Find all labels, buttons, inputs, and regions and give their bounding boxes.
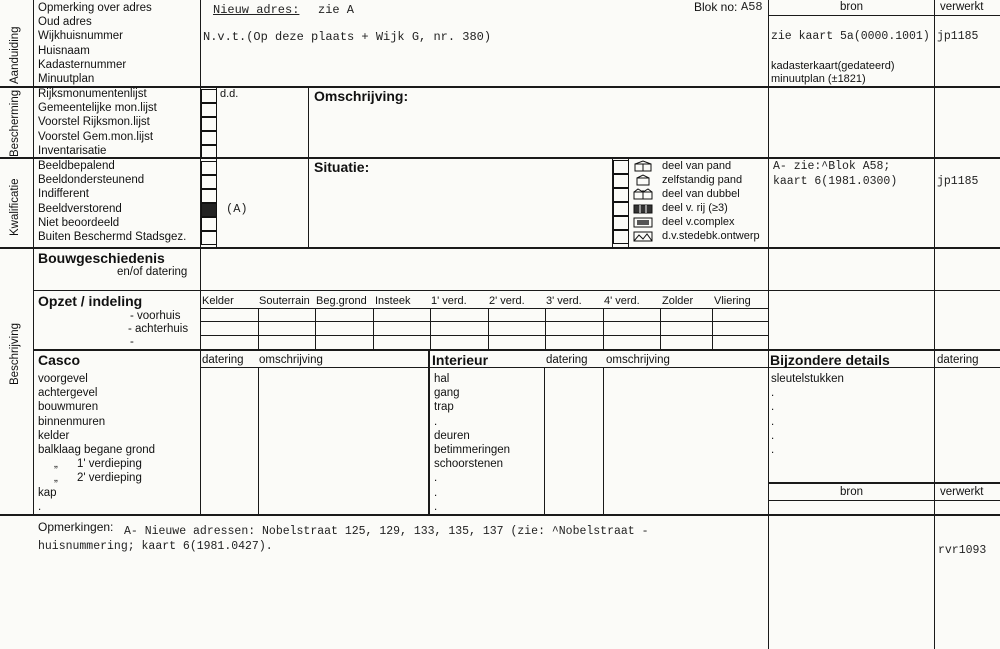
list-item: .	[771, 387, 775, 400]
opzet-row-achterhuis: - achterhuis	[128, 323, 189, 335]
list-item: Huisnaam	[38, 44, 90, 57]
bron-column-divider	[768, 0, 769, 649]
list-item: Indifferent	[38, 188, 89, 201]
casco-omschrijving-header: omschrijving	[259, 354, 323, 366]
list-item: betimmeringen	[434, 443, 511, 456]
list-item: Voorstel Rijksmon.lijst	[38, 116, 150, 129]
opzet-grid-v	[712, 308, 713, 349]
checkbox[interactable]	[613, 216, 629, 230]
list-item: deel v.complex	[662, 216, 735, 228]
list-item: Gemeentelijke mon.lijst	[38, 102, 157, 115]
block-label: Blok no:	[694, 0, 738, 14]
opzet-grid-h1	[200, 308, 768, 309]
opzet-grid-v	[660, 308, 661, 349]
floor-header: 4' verd.	[604, 295, 640, 307]
omschrijving-divider	[308, 86, 309, 157]
opzet-grid-h3	[200, 335, 768, 336]
opzet-grid-v	[430, 308, 431, 349]
floor-header: 1' verd.	[431, 295, 467, 307]
list-item: hal	[434, 373, 450, 385]
label-column-divider	[200, 0, 201, 515]
list-item: .	[771, 443, 775, 456]
verwerkt-column-divider	[934, 0, 935, 649]
opzet-grid-v	[373, 308, 374, 349]
list-item: deel van dubbel	[662, 188, 740, 200]
casco-datering-divider	[258, 367, 259, 515]
opzet-grid-v	[545, 308, 546, 349]
list-item: kelder	[38, 429, 70, 442]
list-item: Inventarisatie	[38, 144, 107, 157]
new-address-value: zie A	[318, 3, 355, 17]
bijzondere-label: Bijzondere details	[770, 352, 890, 368]
opzet-grid-v	[488, 308, 489, 349]
interieur-datering-header: datering	[546, 354, 588, 366]
kwalificatie-mark: (A)	[226, 202, 248, 216]
row-house-icon	[633, 202, 653, 214]
list-item: .	[771, 415, 775, 428]
row-divider-kwalificatie	[0, 247, 1000, 249]
urban-design-icon	[633, 230, 653, 242]
bescherming-list	[38, 88, 157, 159]
checkbox[interactable]	[201, 89, 217, 103]
opzet-row-voorhuis: - voorhuis	[130, 310, 181, 322]
list-item: Oud adres	[38, 16, 92, 29]
list-item: .	[771, 401, 775, 414]
section-beschrijving: Beschrijving	[9, 323, 21, 385]
bijz-verwerkt-header: verwerkt	[940, 486, 984, 498]
list-item: „ 1' verdieping	[54, 458, 142, 471]
list-item: .	[434, 500, 438, 513]
list-item: Beeldondersteunend	[38, 174, 145, 187]
standalone-building-icon	[633, 174, 653, 186]
complex-icon	[633, 216, 653, 228]
aanduiding-verwerkt: jp1185	[937, 30, 979, 43]
checkbox[interactable]	[201, 131, 217, 145]
casco-list	[38, 373, 155, 515]
interieur-label: Interieur	[432, 352, 489, 368]
aanduiding-bron-2: kadasterkaart(gedateerd)	[771, 60, 895, 72]
list-item: Minuutplan	[38, 72, 95, 85]
opmerkingen-label: Opmerkingen:	[38, 520, 114, 534]
checkbox[interactable]	[613, 160, 629, 174]
casco-datering-header: datering	[202, 354, 244, 366]
checkbox[interactable]	[201, 175, 217, 189]
bijz-datering-header: datering	[937, 354, 979, 366]
list-item: Beeldverstorend	[38, 202, 122, 215]
opmerkingen-verwerkt: rvr1093	[938, 544, 987, 557]
row-divider-opzet	[33, 349, 1000, 351]
list-item: deel v. rij (≥3)	[662, 202, 728, 214]
list-item: Wijkhuisnummer	[38, 30, 123, 43]
section-column-divider	[33, 0, 34, 515]
floor-header: 3' verd.	[546, 295, 582, 307]
casco-label: Casco	[38, 352, 81, 368]
checkbox[interactable]	[201, 189, 217, 203]
opzet-grid-h2	[200, 321, 768, 322]
floor-header: Insteek	[375, 295, 411, 307]
list-item: sleutelstukken	[771, 373, 844, 385]
list-item: Rijksmonumentenlijst	[38, 88, 147, 100]
part-of-building-icon	[633, 160, 653, 172]
opzet-grid-v	[258, 308, 259, 349]
interieur-datering-divider	[603, 367, 604, 515]
checkbox[interactable]	[201, 145, 217, 159]
list-item: balklaag begane grond	[38, 443, 156, 456]
opzet-row-empty: -	[130, 336, 134, 348]
checkbox[interactable]	[613, 174, 629, 188]
bijz-bron-header: bron	[840, 486, 864, 498]
opzet-label: Opzet / indeling	[38, 293, 143, 309]
list-item: achtergevel	[38, 387, 98, 400]
checkbox[interactable]	[201, 161, 217, 175]
floor-header: 2' verd.	[489, 295, 525, 307]
floor-header: Zolder	[662, 295, 694, 307]
row-divider-bouwgeschiedenis	[33, 290, 1000, 291]
header-underline	[768, 15, 1000, 16]
datering-sublabel: en/of datering	[117, 266, 188, 278]
floor-header: Kelder	[202, 295, 234, 307]
interieur-list	[434, 373, 510, 515]
section-kwalificatie: Kwalificatie	[9, 178, 21, 236]
list-item: Kadasternummer	[38, 58, 127, 71]
bijz-bron-underline	[768, 500, 1000, 501]
list-item: kap	[38, 486, 57, 499]
verwerkt-header: verwerkt	[940, 1, 984, 13]
situatie-label: Situatie:	[314, 159, 370, 175]
floor-header: Vliering	[714, 295, 751, 307]
list-item: „ 2' verdieping	[54, 472, 142, 485]
list-item: .	[771, 429, 775, 442]
new-address-label: Nieuw adres:	[213, 3, 300, 17]
nvt-text: N.v.t.(Op deze plaats + Wijk G, nr. 380)	[203, 30, 492, 44]
list-item: Beeldbepalend	[38, 160, 115, 172]
checkbox[interactable]	[201, 117, 217, 131]
omschrijving-label: Omschrijving:	[314, 88, 409, 104]
list-item: .	[434, 415, 438, 428]
opzet-grid-v	[603, 308, 604, 349]
kwalificatie-bron-2: kaart 6(1981.0300)	[773, 175, 898, 188]
dd-label: d.d.	[220, 88, 239, 100]
situatie-types-list	[662, 160, 760, 244]
interieur-omschrijving-header: omschrijving	[606, 354, 670, 366]
section-bescherming: Bescherming	[9, 89, 21, 157]
list-item: zelfstandig pand	[662, 174, 743, 186]
opzet-grid-v	[315, 308, 316, 349]
list-item: trap	[434, 401, 454, 414]
casco-interieur-divider	[428, 349, 430, 515]
list-item: voorgevel	[38, 373, 88, 385]
list-item: .	[434, 472, 438, 485]
floor-header: Souterrain	[259, 295, 310, 307]
list-item: bouwmuren	[38, 401, 99, 414]
block-number: A58	[741, 0, 763, 14]
semi-detached-icon	[633, 188, 653, 200]
checkbox-checked[interactable]	[201, 203, 217, 217]
checkbox[interactable]	[613, 188, 629, 202]
interieur-label-divider	[544, 367, 545, 515]
aanduiding-bron-3: minuutplan (±1821)	[771, 73, 866, 85]
list-item: Voorstel Gem.mon.lijst	[38, 130, 154, 143]
aanduiding-list	[38, 2, 152, 87]
kwalificatie-list	[38, 160, 186, 245]
list-item: d.v.stedebk.ontwerp	[662, 230, 760, 242]
list-item: Niet beoordeeld	[38, 216, 120, 229]
kwalificatie-verwerkt: jp1185	[937, 175, 979, 188]
list-item: gang	[434, 387, 460, 400]
checkbox[interactable]	[201, 103, 217, 117]
list-item: .	[434, 486, 438, 499]
checkbox[interactable]	[201, 231, 217, 245]
bijzondere-list	[771, 373, 844, 458]
list-item: deel van pand	[662, 160, 732, 172]
opmerkingen-line-2: huisnummering; kaart 6(1981.0427).	[38, 540, 273, 553]
bouwgeschiedenis-label: Bouwgeschiedenis	[38, 250, 165, 266]
list-item: Buiten Beschermd Stadsgez.	[38, 230, 187, 243]
situatie-divider	[308, 157, 309, 247]
bron-header: bron	[840, 1, 864, 13]
checkbox[interactable]	[613, 202, 629, 216]
list-item: deuren	[434, 429, 470, 442]
list-item: schoorstenen	[434, 458, 504, 471]
list-item: Opmerking over adres	[38, 2, 152, 14]
checkbox[interactable]	[613, 230, 629, 244]
bijz-bottom-divider	[768, 482, 1000, 484]
section-aanduiding: Aanduiding	[9, 26, 21, 84]
list-item: .	[38, 500, 42, 513]
opmerkingen-line-1: A- Nieuwe adressen: Nobelstraat 125, 129, 133, 135, 137 (zie: ^Nobelstraat -	[124, 525, 649, 538]
floor-header: Beg.grond	[316, 295, 367, 307]
checkbox[interactable]	[201, 217, 217, 231]
kwalificatie-bron-1: A- zie:^Blok A58;	[773, 160, 891, 173]
aanduiding-bron-1: zie kaart 5a(0000.1001)	[771, 30, 930, 43]
list-item: binnenmuren	[38, 415, 106, 428]
